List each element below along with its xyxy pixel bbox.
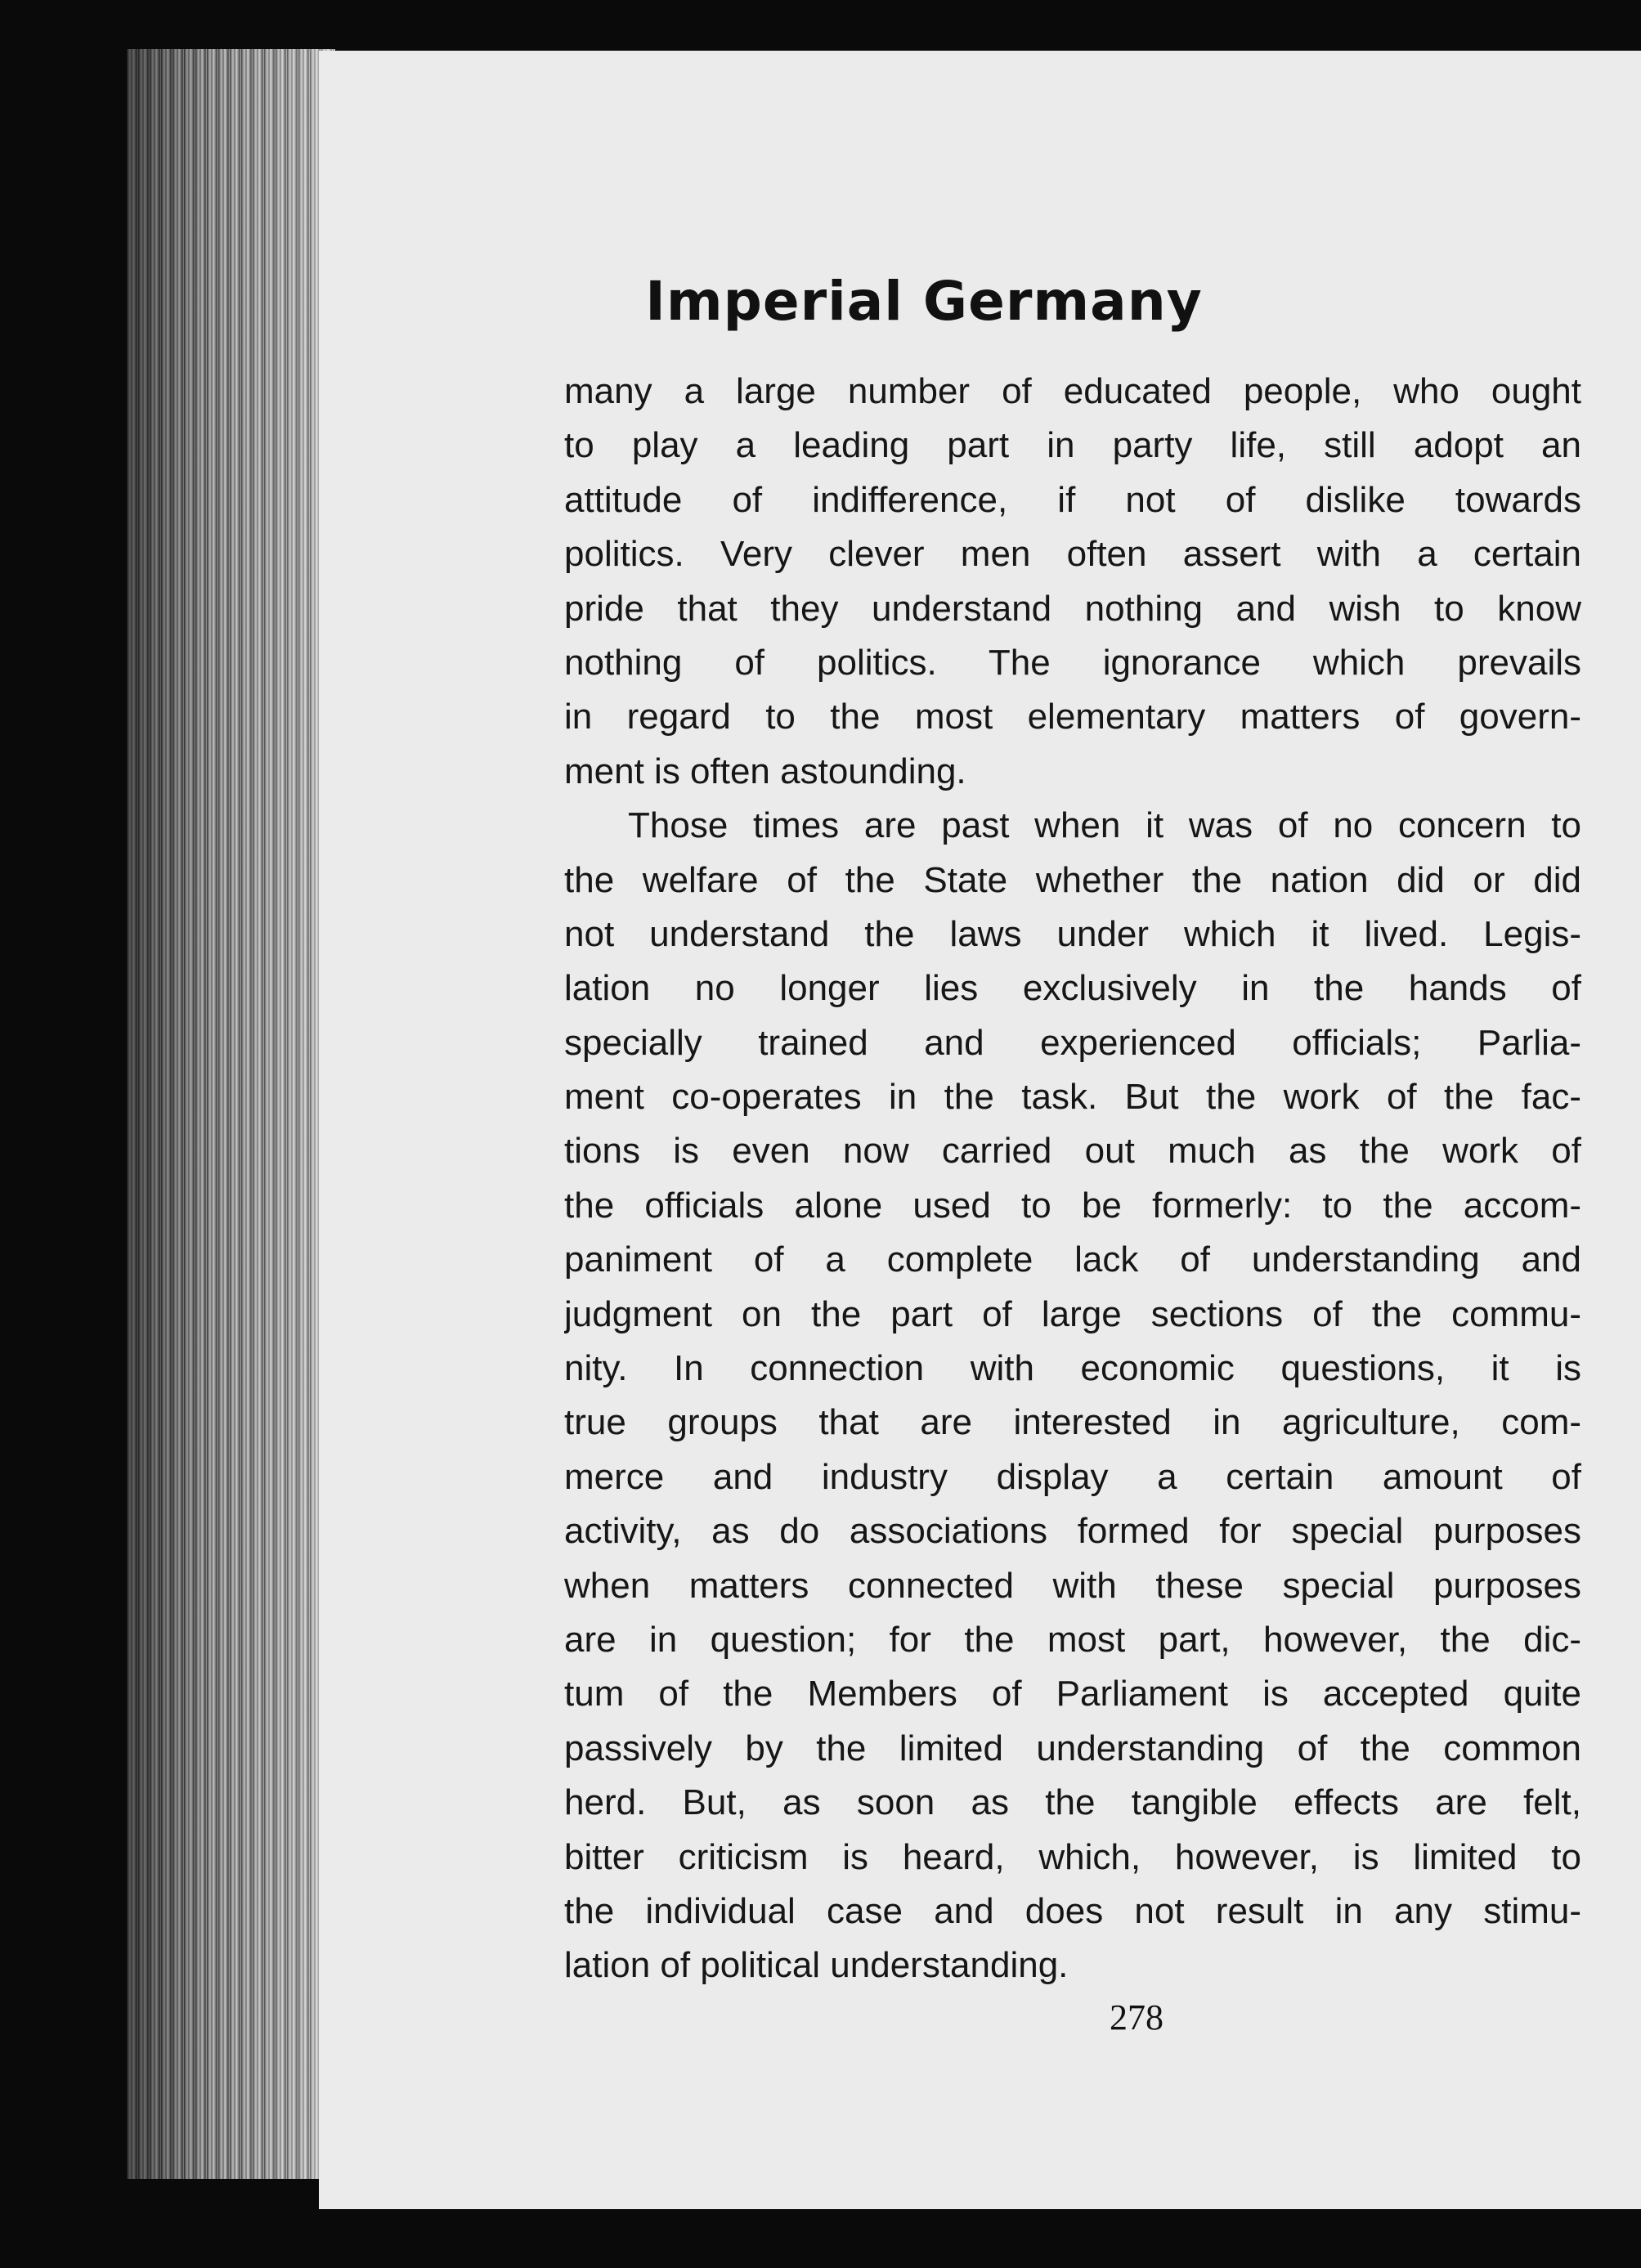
text-line: the welfare of the State whether the nation did or did [564,859,1581,900]
text-line: the officials alone used to be formerly: to the accom- [564,1185,1581,1226]
running-head: Imperial Germany [645,270,1203,333]
text-line: judgment on the part of large sections of the commu- [564,1293,1581,1334]
text-line: passively by the limited understanding of the common [564,1728,1581,1768]
text-line: specially trained and experienced officials; Parlia- [564,1022,1581,1063]
body-text [564,365,1581,1993]
text-line: are in question; for the most part, however, the dic- [564,1619,1581,1660]
text-line: when matters connected with these special purposes [564,1565,1581,1606]
text-line: ment is often astounding. [564,751,966,791]
page-edge-leaves [127,49,335,2179]
text-line: to play a leading part in party life, still adopt an [564,425,1581,466]
text-line: Those times are past when it was of no concern to [628,805,1581,846]
text-line: lation of political understanding. [564,1945,1069,1986]
text-line: pride that they understand nothing and wish to know [564,588,1581,629]
book-page [319,51,1641,2209]
text-line: not understand the laws under which it lived. Legis- [564,913,1581,954]
text-line: nity. In connection with economic questions, it is [564,1348,1581,1389]
text-line: many a large number of educated people, who ought [564,371,1581,411]
text-line: nothing of politics. The ignorance which prevails [564,642,1581,683]
text-line: in regard to the most elementary matters of govern- [564,697,1581,737]
paragraph-1 [564,365,1581,799]
text-line: herd. But, as soon as the tangible effects are felt, [564,1782,1581,1823]
text-line: paniment of a complete lack of understanding and [564,1239,1581,1280]
text-line: activity, as do associations formed for special purposes [564,1511,1581,1552]
text-line: the individual case and does not result in any stimu- [564,1890,1581,1931]
paragraph-2 [564,799,1581,1993]
text-line: true groups that are interested in agriculture, com- [564,1402,1581,1443]
text-line: lation no longer lies exclusively in the hands of [564,968,1581,1009]
text-line: attitude of indifference, if not of dislike towards [564,479,1581,520]
text-line: ment co-operates in the task. But the work of the fac- [564,1077,1581,1118]
text-line: merce and industry display a certain amount of [564,1456,1581,1497]
page-number: 278 [1110,1997,1163,2037]
text-line: bitter criticism is heard, which, however, is limited to [564,1836,1581,1877]
text-line: politics. Very clever men often assert with a certain [564,534,1581,575]
text-line: tum of the Members of Parliament is accepted quite [564,1674,1581,1714]
text-line: tions is even now carried out much as the work of [564,1131,1581,1172]
